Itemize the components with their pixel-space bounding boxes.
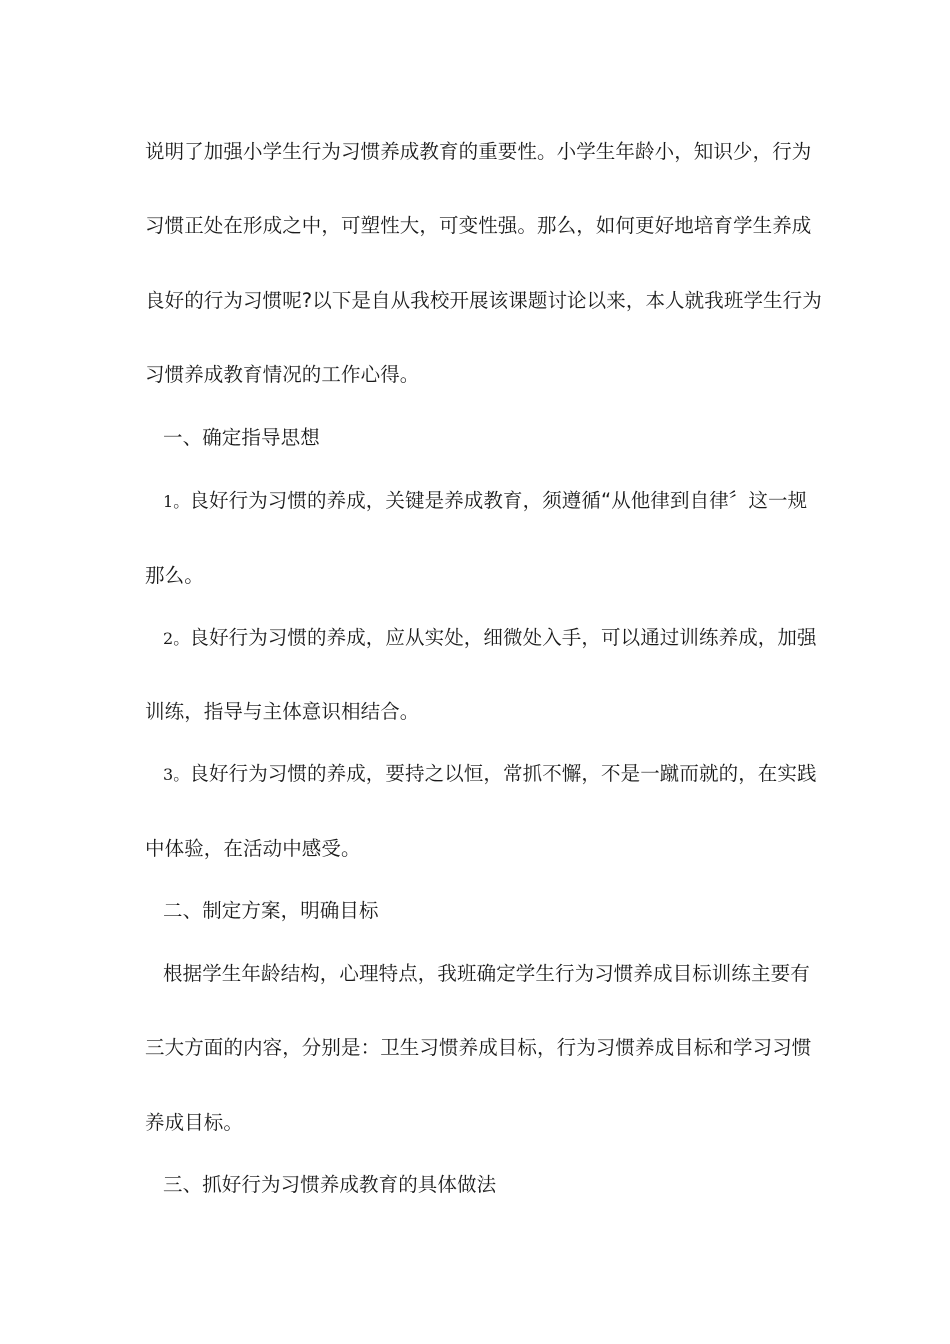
- list-item-3: [163, 762, 833, 787]
- list-item-1: [163, 489, 833, 514]
- paragraph-line: 中体验，在活动中感受。: [145, 837, 361, 860]
- paragraph-line: 训练，指导与主体意识相结合。: [145, 700, 420, 723]
- paragraph-line: 那么。: [145, 564, 204, 587]
- paragraph-line: 良好的行为习惯呢?以下是自从我校开展该课题讨论以来，本人就我班学生行为: [145, 289, 822, 312]
- paragraph-line: 养成目标。: [145, 1111, 244, 1134]
- section-heading-2: 二、制定方案，明确目标: [163, 899, 379, 922]
- list-item-number: 3。: [163, 765, 190, 784]
- list-item-text: 良好行为习惯的养成，关键是养成教育，须遵循“从他律到自律〞这一规: [189, 489, 808, 512]
- list-item-text: 良好行为习惯的养成，应从实处，细微处入手，可以通过训练养成，加强: [189, 626, 817, 649]
- paragraph-line: 根据学生年龄结构，心理特点，我班确定学生行为习惯养成目标训练主要有: [163, 962, 810, 985]
- list-item-number: 2。: [163, 629, 190, 648]
- paragraph-line: 说明了加强小学生行为习惯养成教育的重要性。小学生年龄小，知识少，行为: [145, 140, 812, 163]
- paragraph-line: 习惯养成教育情况的工作心得。: [145, 363, 420, 386]
- section-heading-1: 一、确定指导思想: [163, 426, 320, 449]
- list-item-text: 良好行为习惯的养成，要持之以恒，常抓不懈，不是一蹴而就的，在实践: [189, 762, 817, 785]
- paragraph-line: 习惯正处在形成之中，可塑性大，可变性强。那么，如何更好地培育学生养成: [145, 214, 812, 237]
- list-item-2: [163, 626, 833, 651]
- section-heading-3: 三、抓好行为习惯养成教育的具体做法: [163, 1173, 497, 1196]
- paragraph-line: 三大方面的内容，分别是：卫生习惯养成目标，行为习惯养成目标和学习习惯: [145, 1036, 812, 1059]
- list-item-number: 1。: [163, 492, 190, 511]
